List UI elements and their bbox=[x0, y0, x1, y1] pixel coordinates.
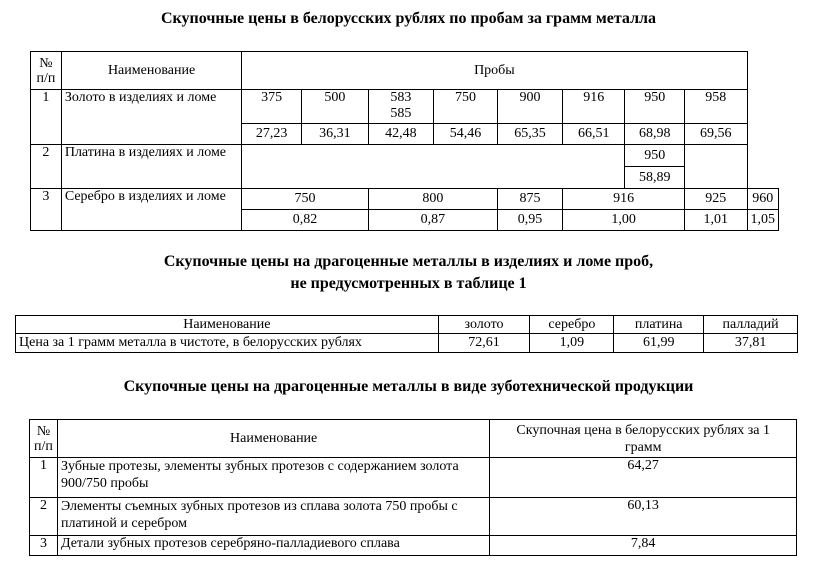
price-cell: 0,82 bbox=[242, 210, 369, 231]
price-cell: 0,95 bbox=[498, 210, 563, 231]
row-name: Платина в изделиях и ломе bbox=[61, 145, 241, 189]
row-name: Зубные протезы, элементы зубных протезов с содержанием золота 900/750 пробы bbox=[57, 458, 489, 498]
row-num: 1 bbox=[31, 90, 62, 145]
title-3: Скупочные цены на драгоценные металлы в виде зуботехнической продукции bbox=[123, 378, 694, 395]
table-other-probes bbox=[15, 315, 798, 353]
table-dental bbox=[29, 419, 797, 556]
probe-cell: 960 bbox=[747, 189, 779, 210]
probe-cell: 900 bbox=[498, 90, 563, 124]
price-gold: 72,61 bbox=[438, 334, 530, 353]
row-name: Цена за 1 грамм металла в чистоте, в белорусских рублях bbox=[16, 334, 439, 353]
price-silver: 1,09 bbox=[530, 334, 614, 353]
title-2-line-1: Скупочные цены на драгоценные металлы в изделиях и ломе проб, bbox=[163, 253, 654, 270]
probe-cell: 958 bbox=[685, 90, 747, 124]
price-cell: 58,89 bbox=[625, 167, 685, 189]
price-cell: 69,56 bbox=[685, 124, 747, 145]
price-cell: 65,35 bbox=[498, 124, 563, 145]
price-cell: 1,01 bbox=[685, 210, 747, 231]
header-name: Наименование bbox=[57, 420, 489, 458]
probe-cell: 750 bbox=[433, 90, 497, 124]
price-platinum: 61,99 bbox=[614, 334, 704, 353]
price-cell: 1,00 bbox=[563, 210, 685, 231]
header-name: Наименование bbox=[61, 52, 241, 90]
row-num: 2 bbox=[30, 498, 58, 536]
row-name: Серебро в изделиях и ломе bbox=[61, 189, 241, 231]
row-num: 3 bbox=[30, 536, 58, 556]
price-cell: 42,48 bbox=[368, 124, 433, 145]
price-cell: 68,98 bbox=[625, 124, 685, 145]
probe-cell: 375 bbox=[242, 90, 302, 124]
header-platinum: платина bbox=[614, 316, 704, 334]
row-num: 2 bbox=[31, 145, 62, 189]
header-gold: золото bbox=[438, 316, 530, 334]
price-cell: 0,87 bbox=[368, 210, 497, 231]
empty-cell bbox=[242, 145, 625, 189]
header-num: № п/п bbox=[30, 420, 58, 458]
row-num: 1 bbox=[30, 458, 58, 498]
probe-cell: 800 bbox=[368, 189, 497, 210]
header-price: Скупочная цена в белорусских рублях за 1 грамм bbox=[490, 420, 797, 458]
header-palladium: палладий bbox=[704, 316, 798, 334]
header-probes: Пробы bbox=[242, 52, 747, 90]
probe-cell: 925 bbox=[685, 189, 747, 210]
table-probes bbox=[30, 51, 779, 231]
row-num: 3 bbox=[31, 189, 62, 231]
probe-cell: 500 bbox=[301, 90, 368, 124]
probe-cell: 950 bbox=[625, 145, 685, 167]
probe-cell: 583 585 bbox=[368, 90, 433, 124]
header-num: № п/п bbox=[31, 52, 62, 90]
title-1: Скупочные цены в белорусских рублях по пробам за грамм металла bbox=[160, 10, 657, 27]
header-silver: серебро bbox=[530, 316, 614, 334]
title-2-line-2: не предусмотренных в таблице 1 bbox=[290, 275, 527, 292]
row-price: 64,27 bbox=[490, 458, 797, 498]
empty-cell bbox=[685, 145, 747, 189]
probe-cell: 916 bbox=[563, 189, 685, 210]
row-price: 7,84 bbox=[490, 536, 797, 556]
price-cell: 27,23 bbox=[242, 124, 302, 145]
row-name: Детали зубных протезов серебряно-палладиевого сплава bbox=[57, 536, 489, 556]
probe-cell: 950 bbox=[625, 90, 685, 124]
price-palladium: 37,81 bbox=[704, 334, 798, 353]
probe-cell: 916 bbox=[563, 90, 625, 124]
probe-cell: 750 bbox=[242, 189, 369, 210]
header-name: Наименование bbox=[16, 316, 439, 334]
row-price: 60,13 bbox=[490, 498, 797, 536]
price-cell: 66,51 bbox=[563, 124, 625, 145]
price-cell: 36,31 bbox=[301, 124, 368, 145]
probe-cell: 875 bbox=[498, 189, 563, 210]
row-name: Элементы съемных зубных протезов из сплава золота 750 пробы с платиной и серебром bbox=[57, 498, 489, 536]
row-name: Золото в изделиях и ломе bbox=[61, 90, 241, 145]
price-cell: 54,46 bbox=[433, 124, 497, 145]
price-cell: 1,05 bbox=[747, 210, 779, 231]
